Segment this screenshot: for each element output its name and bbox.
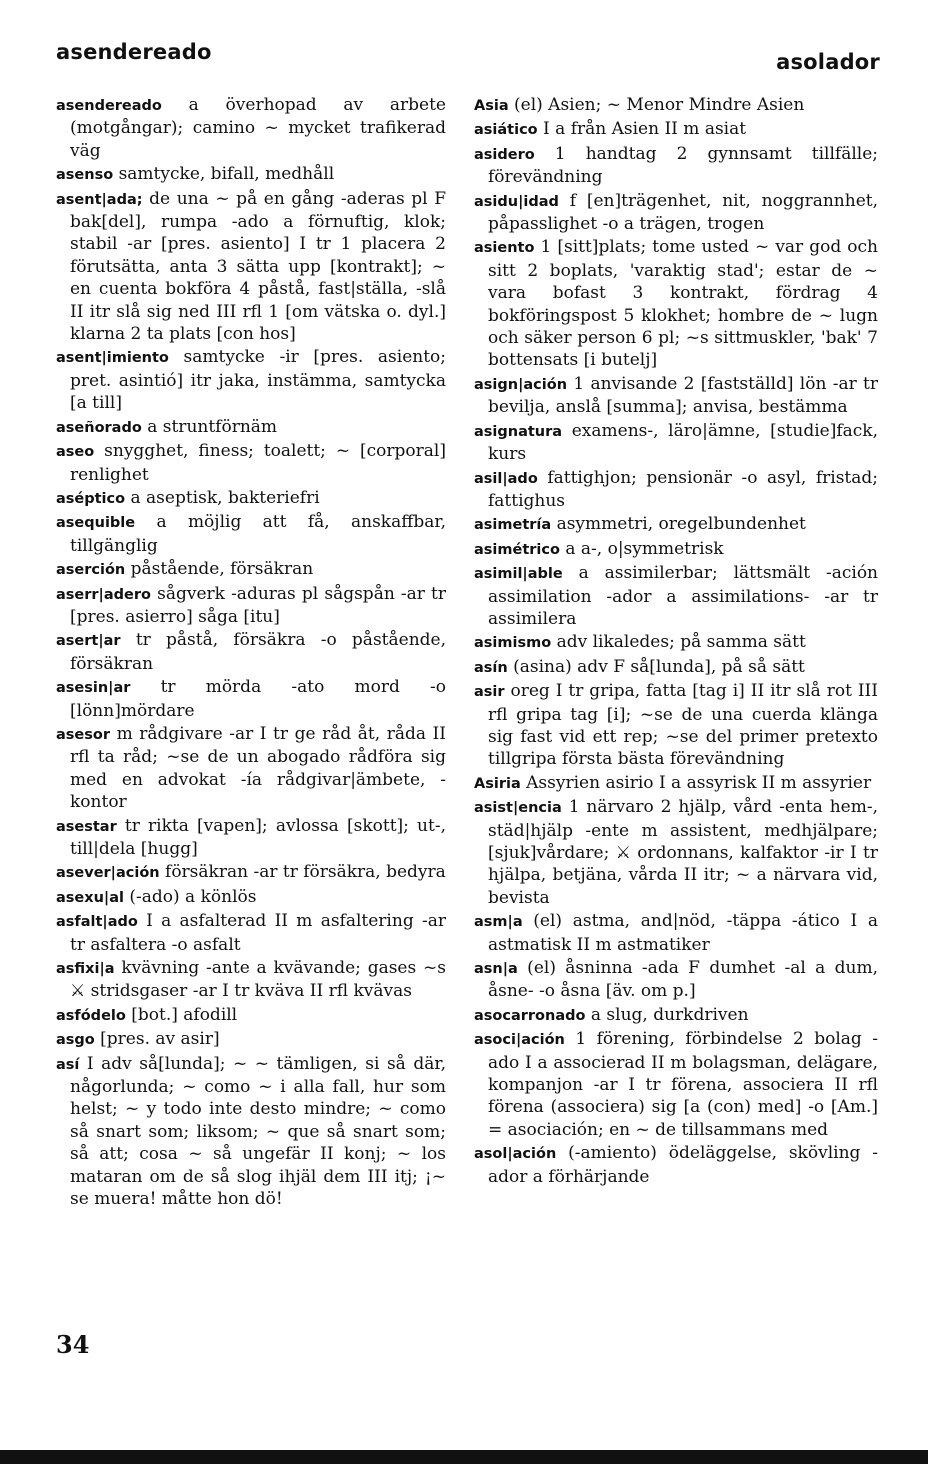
dictionary-entry	[56, 1004, 446, 1027]
definition: tr rikta [vapen]; avlossa [skott]; ut-, till|dela [hugg]	[70, 815, 446, 859]
dictionary-entry	[474, 236, 878, 371]
definition: 1 förening, förbindelse 2 bolag -ado I a associerad II m bolagsman, delägare, kompanjon -ar I tr förena, associera II rfl förena (associera) sig [a (con) med] -o [Am.] = asociación; en ~ de tillsammans med	[488, 1029, 878, 1140]
dictionary-entry	[474, 957, 878, 1003]
dictionary-entry	[474, 94, 878, 117]
definition: fattighjon; pensionär -o asyl, fristad; fattighus	[488, 467, 878, 511]
dictionary-entry	[56, 346, 446, 414]
dictionary-entry	[56, 886, 446, 909]
definition: a slug, durkdriven	[585, 1004, 749, 1025]
headword: asir	[474, 684, 505, 701]
headword: asfódelo	[56, 1007, 126, 1024]
definition: a aseptisk, bakteriefri	[125, 487, 320, 508]
headword: asent|imiento	[56, 350, 169, 367]
definition: asymmetri, oregelbundenhet	[551, 514, 806, 535]
definition: [bot.] afodill	[125, 1004, 238, 1025]
headword: aserr|adero	[56, 586, 151, 603]
dictionary-entry	[474, 467, 878, 513]
definition: snygghet, finess; toalett; ~ [corporal] renlighet	[70, 441, 446, 485]
headword: aserción	[56, 562, 126, 579]
definition: a assimilerbar; lättsmält -ación assimilation -ador a assimilations- -ar tr assimilera	[488, 563, 878, 629]
definition: 1 [sitt]plats; tome usted ~ var god och sitt 2 boplats, 'varaktig stad'; estar de ~ vara bofast 3 kontrakt, fördrag 4 bokföringspost 5 klokhet; hombre de ~ lugn och säker person 6 pl; ~s sittmuskler, 'bak' 7 bottensats [i butelj]	[488, 237, 878, 371]
dictionary-entry	[56, 861, 446, 884]
headword: asimismo	[474, 635, 552, 652]
dictionary-entry	[474, 910, 878, 956]
headword: asimétrico	[474, 541, 560, 558]
dictionary-entry	[56, 163, 446, 186]
headword: aséptico	[56, 490, 126, 507]
dictionary-entry	[474, 538, 878, 561]
headword: asiento	[474, 240, 535, 257]
page-number: 34	[56, 1330, 90, 1359]
dictionary-entry	[56, 440, 446, 486]
dictionary-entry	[474, 680, 878, 771]
headword: asexu|al	[56, 889, 124, 906]
dictionary-entry	[56, 910, 446, 956]
headword: asert|ar	[56, 633, 121, 650]
definition: a överhopad av arbete (motgångar); camino ~ mycket trafikerad väg	[70, 95, 446, 161]
dictionary-entry	[474, 513, 878, 536]
definition: (-ado) a könlös	[123, 886, 257, 907]
definition: 1 anvisande 2 [fastställd] lön -ar tr bevilja, anslå [summa]; anvisa, bestämma	[488, 373, 878, 418]
definition: I a asfalterad II m asfaltering -ar tr asfaltera -o asfalt	[70, 911, 446, 955]
dictionary-entry	[56, 558, 446, 581]
definition: försäkran -ar tr försäkra, bedyra	[159, 862, 446, 883]
headword: asfalt|ado	[56, 914, 138, 931]
dictionary-entry	[56, 723, 446, 814]
headword: asocarronado	[474, 1007, 586, 1024]
headword: Asiria	[474, 775, 521, 792]
dictionary-entry	[474, 118, 878, 141]
dictionary-entry	[474, 772, 878, 795]
definition: I a från Asien II m asiat	[537, 119, 747, 140]
definition: samtycke, bifall, medhåll	[113, 164, 335, 185]
left-column	[56, 94, 446, 1212]
headword: asil|ado	[474, 470, 538, 487]
headword: asidero	[474, 146, 535, 163]
dictionary-entry	[56, 511, 446, 557]
headword: asn|a	[474, 961, 518, 978]
headword: asfixi|a	[56, 961, 115, 978]
definition: a struntförnäm	[141, 416, 278, 437]
dictionary-entry	[56, 957, 446, 1003]
definition: tr påstå, försäkra -o påstående, försäkran	[70, 630, 446, 674]
dictionary-entry	[474, 190, 878, 236]
dictionary-entry	[56, 629, 446, 675]
dictionary-entry	[56, 676, 446, 722]
scan-border	[0, 1450, 928, 1464]
definition: (el) astma, and|nöd, -täppa -ático I a astmatisk II m astmatiker	[488, 911, 878, 955]
definition: sågverk -aduras pl sågspån -ar tr [pres. asierro] såga [itu]	[70, 583, 446, 627]
definition: (asina) adv F så[lunda], på så sätt	[507, 656, 805, 677]
dictionary-entry	[474, 1004, 878, 1027]
headword: asever|ación	[56, 865, 160, 882]
headword: asoci|ación	[474, 1032, 565, 1049]
definition: a möjlig att få, anskaffbar, tillgänglig	[70, 512, 446, 556]
headword: asendereado	[56, 98, 162, 114]
dictionary-entry	[474, 1028, 878, 1141]
running-head-right: asolador	[776, 50, 880, 74]
headword: así	[56, 1056, 80, 1073]
dictionary-entry	[474, 143, 878, 189]
definition: a a-, o|symmetrisk	[559, 538, 724, 559]
definition: Assyrien asirio I a assyrisk II m assyrier	[520, 772, 872, 793]
dictionary-entry	[56, 583, 446, 629]
headword: asimil|able	[474, 566, 563, 583]
dictionary-entry	[474, 656, 878, 679]
headword: asequible	[56, 515, 136, 532]
dictionary-entry	[474, 373, 878, 419]
headword: asist|encia	[474, 800, 562, 817]
headword: asignatura	[474, 423, 563, 440]
definition: (el) åsninna -ada F dumhet -al a dum, åsne- -o åsna [äv. om p.]	[488, 958, 878, 1002]
definition: kvävning -ante a kvävande; gases ~s ⚔ stridsgaser -ar I tr kväva II rfl kvävas	[70, 958, 446, 1002]
headword: asol|ación	[474, 1146, 557, 1163]
definition: I adv så[lunda]; ~ ~ tämligen, si så där, någorlunda; ~ como ~ i alla fall, hur som helst; ~ y todo inte desto mindre; ~ como så snart som; liksom; ~ que så snart som; så att; cosa ~ så ungefär II konj; ~ los mataran om de så slog ihjäl dem III itj; ¡~ se muera! måtte hon dö!	[70, 1053, 446, 1210]
running-head-left: asendereado	[56, 40, 212, 64]
dictionary-entry	[56, 815, 446, 861]
definition: (el) Asien; ~ Menor Mindre Asien	[508, 95, 805, 115]
dictionary-entry	[56, 416, 446, 439]
dictionary-entry	[56, 1028, 446, 1051]
headword: asín	[474, 659, 508, 676]
dictionary-entry	[474, 420, 878, 466]
dictionary-entry	[56, 487, 446, 510]
dictionary-entry	[474, 1142, 878, 1188]
definition: de una ~ på en gång -aderas pl F bak[del], rumpa -ado a förnuftig, klok; stabil -ar [pres. asiento] I tr 1 placera 2 förutsätta, anta 3 sätta upp [kontrakt]; ~ en cuenta bokföra 4 påstå, fast|ställa, -slå II itr slå sig ned III rfl 1 [om vätska o. dyl.] klarna 2 ta plats [con hos]	[70, 188, 446, 345]
headword: asiático	[474, 122, 538, 139]
headword: asidu|idad	[474, 193, 559, 210]
definition: samtycke -ir [pres. asiento; pret. asintió] itr jaka, instämma, samtycka [a till]	[70, 347, 446, 414]
definition: 1 handtag 2 gynnsamt tillfälle; förevändning	[488, 143, 878, 188]
headword: asm|a	[474, 914, 523, 931]
headword: asign|ación	[474, 376, 568, 393]
definition: tr mörda -ato mord -o [lönn]mördare	[70, 677, 446, 721]
dictionary-entry	[474, 796, 878, 909]
definition: påstående, försäkran	[125, 559, 314, 580]
definition: [pres. av asir]	[94, 1029, 220, 1050]
dictionary-entry	[56, 94, 446, 162]
headword: asestar	[56, 818, 117, 835]
headword: asimetría	[474, 517, 552, 534]
definition: examens-, läro|ämne, [studie]fack, kurs	[488, 420, 878, 465]
definition: oreg I tr gripa, fatta [tag i] II itr slå rot III rfl gripa tag [i]; ~se de una cuerda klänga sig fast vid ett rep; ~se del primer pretexto tillgripa första bästa förevändning	[488, 681, 878, 770]
headword: aseñorado	[56, 419, 142, 436]
dictionary-entry	[56, 188, 446, 346]
headword: aseo	[56, 444, 95, 461]
dictionary-entry	[474, 631, 878, 654]
definition: f [en]trägenhet, nit, noggrannhet, påpasslighet -o a trägen, trogen	[488, 190, 878, 235]
right-column	[474, 94, 878, 1189]
headword: asent|ada;	[56, 191, 143, 208]
definition: 1 närvaro 2 hjälp, vård -enta hem-, städ|hjälp -ente m assistent, medhjälpare; [sjuk]vårdare; ⚔ ordonnans, kalfaktor -ir I tr hjälpa, betjäna, vårda II itr; ~ a närvara vid, bevista	[488, 797, 878, 908]
headword: Asia	[474, 98, 509, 114]
headword: asenso	[56, 167, 114, 184]
headword: asgo	[56, 1032, 95, 1049]
headword: asesor	[56, 726, 110, 743]
headword: asesin|ar	[56, 680, 131, 697]
definition: adv likaledes; på samma sätt	[551, 632, 806, 653]
definition: (-amiento) ödeläggelse, skövling -ador a förhärjande	[488, 1143, 878, 1187]
dictionary-entry	[474, 562, 878, 630]
definition: m rådgivare -ar I tr ge råd åt, råda II rfl ta råd; ~se de un abogado rådföra sig med en advokat -ía rådgivar|ämbete, -kontor	[70, 723, 446, 813]
dictionary-entry	[56, 1053, 446, 1211]
